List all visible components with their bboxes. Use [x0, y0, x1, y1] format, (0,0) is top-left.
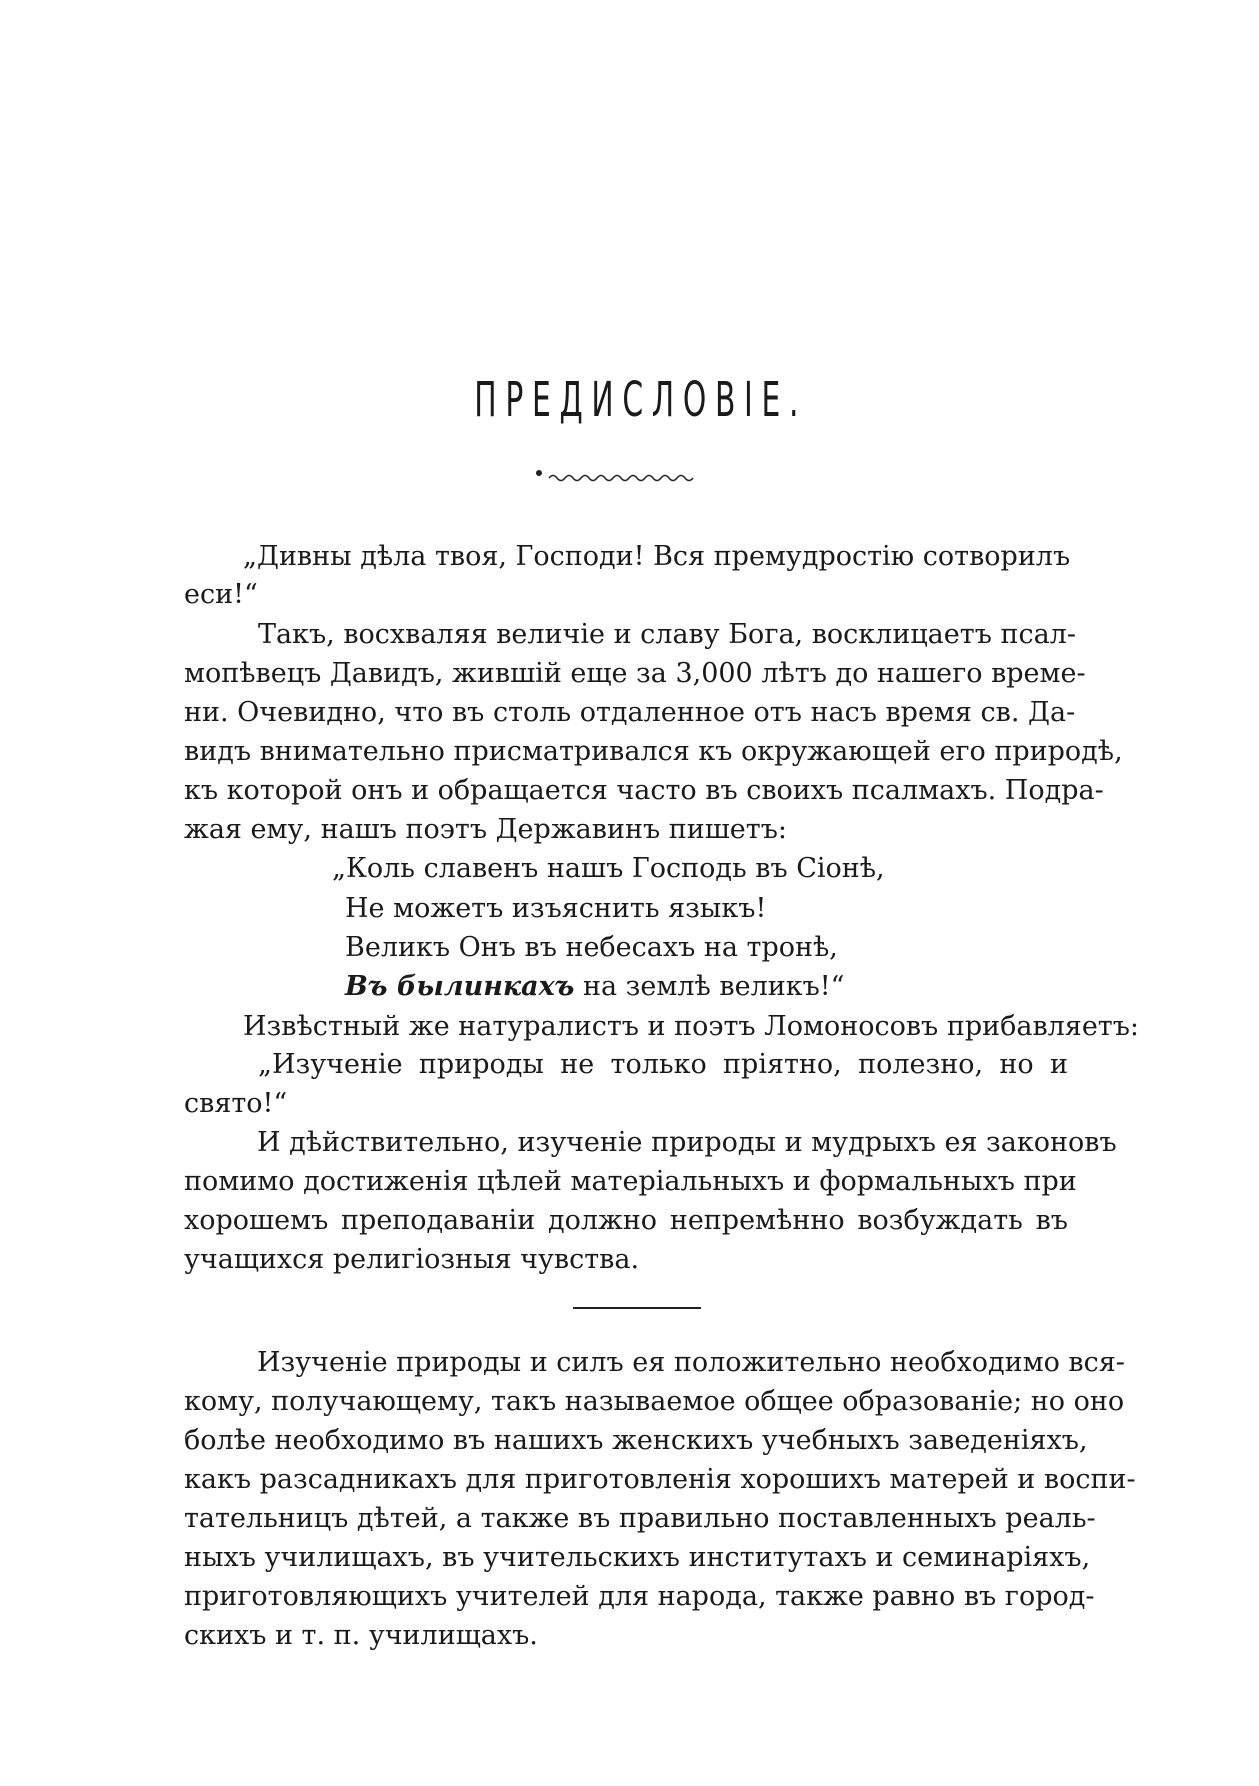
- paragraph-line: приготовляющихъ учителей для народа, также равно въ город-: [184, 1581, 1095, 1612]
- paragraph-line: хорошемъ преподаваніи должно непремѣнно возбуждать въ: [184, 1205, 1068, 1236]
- paragraph-line: мопѣвецъ Давидъ, жившій еще за 3,000 лѣтъ до нашего време-: [184, 658, 1086, 689]
- paragraph-line: ни. Очевидно, что въ столь отдаленное отъ насъ время св. Да-: [184, 697, 1076, 728]
- paragraph-line: къ которой онъ и обращается часто въ своихъ псалмахъ. Подра-: [184, 775, 1104, 806]
- paragraph-line: жая ему, нашъ поэтъ Державинъ пишетъ:: [184, 814, 787, 845]
- paragraph-line: „Изученіе природы не только пріятно, полезно, но и: [258, 1049, 1068, 1080]
- poem-italic-text: Въ былинкахъ: [345, 971, 575, 1002]
- paragraph-line: И дѣйствительно, изученіе природы и мудрыхъ ея законовъ: [257, 1127, 1117, 1158]
- paragraph-line: болѣе необходимо въ нашихъ женскихъ учебныхъ заведеніяхъ,: [184, 1425, 1088, 1456]
- paragraph-line: Изученіе природы и силъ ея положительно необходимо вся-: [257, 1347, 1125, 1378]
- paragraph-line: „Дивны дѣла твоя, Господи! Вся премудростію сотворилъ: [243, 541, 1071, 572]
- poem-line: „Коль славенъ нашъ Господь въ Сіонѣ,: [332, 853, 885, 884]
- poem-line: Великъ Онъ въ небесахъ на тронѣ,: [345, 932, 838, 963]
- poem-text: на землѣ великъ!“: [574, 971, 845, 1002]
- poem-line: [345, 968, 1068, 1006]
- section-divider: [573, 1307, 701, 1309]
- paragraph-line: какъ разсадникахъ для приготовленія хорошихъ матерей и воспи-: [184, 1464, 1136, 1495]
- poem-line: Не можетъ изъяснить языкъ!: [345, 893, 767, 924]
- paragraph-line: помимо достиженія цѣлей матеріальныхъ и формальныхъ при: [184, 1166, 1077, 1197]
- paragraph-line: скихъ и т. п. училищахъ.: [184, 1620, 538, 1651]
- paragraph-line: кому, получающему, такъ называемое общее образованіе; но оно: [184, 1386, 1125, 1417]
- paragraph-line: Такъ, восхваляя величіе и славу Бога, восклицаетъ псал-: [258, 619, 1076, 650]
- paragraph-line: тательницъ дѣтей, а также въ правильно поставленныхъ реаль-: [184, 1503, 1096, 1534]
- paragraph-line: еси!“: [184, 579, 258, 610]
- title-ornament: [535, 468, 705, 484]
- paragraph-line: учащихся религіозныя чувства.: [184, 1244, 640, 1275]
- paragraph-line: свято!“: [184, 1088, 288, 1119]
- paragraph-line: Извѣстный же натуралистъ и поэтъ Ломоносовъ прибавляетъ:: [243, 1011, 1140, 1042]
- paragraph-line: видъ внимательно присматривался къ окружающей его природѣ,: [184, 736, 1123, 767]
- paragraph-line: ныхъ училищахъ, въ учительскихъ институтахъ и семинаріяхъ,: [184, 1542, 1091, 1573]
- page-title: ПРЕДИСЛОВІЕ.: [474, 372, 808, 428]
